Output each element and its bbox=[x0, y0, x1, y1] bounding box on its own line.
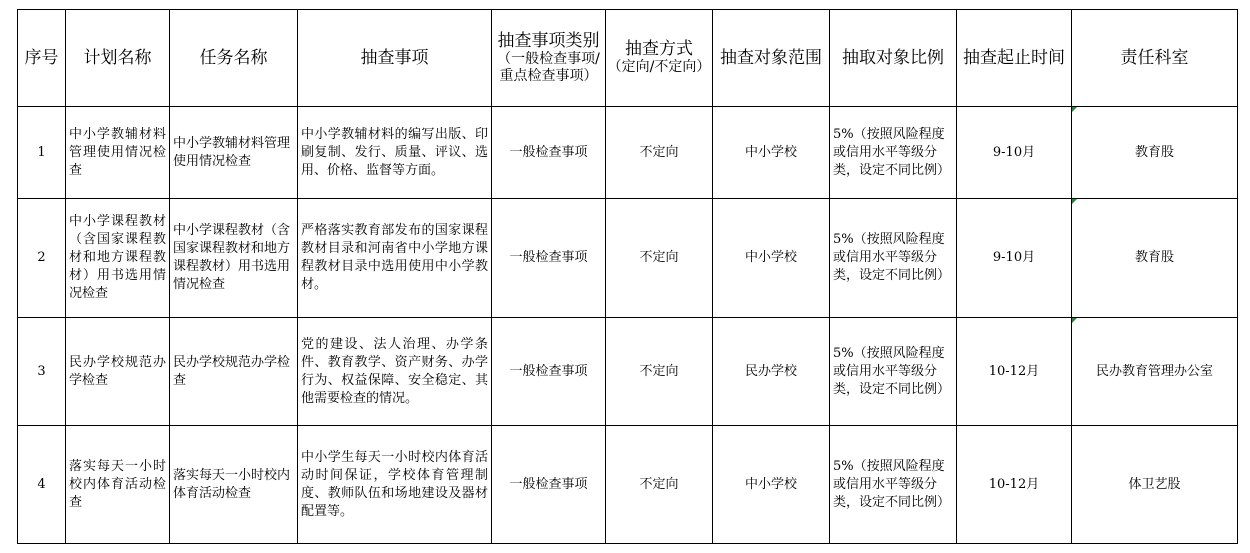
cell-scope: 中小学校 bbox=[713, 426, 830, 544]
cell-dept: 民办教育管理办公室 bbox=[1072, 318, 1238, 426]
cell-period: 10-12月 bbox=[957, 426, 1072, 544]
header-row bbox=[18, 10, 1238, 107]
cell-plan: 中小学教辅材料管理使用情况检查 bbox=[66, 107, 170, 199]
cell-period: 10-12月 bbox=[957, 318, 1072, 426]
cell-method: 不定向 bbox=[606, 318, 713, 426]
cell-method: 不定向 bbox=[606, 199, 713, 318]
cell-dept: 教育股 bbox=[1072, 107, 1238, 199]
header-method: 抽查方式 （定向/不定向） bbox=[606, 10, 713, 107]
cell-plan: 中小学课程教材（含国家课程教材和地方课程教材）用书选用情况检查 bbox=[66, 199, 170, 318]
cell-plan: 民办学校规范办学检查 bbox=[66, 318, 170, 426]
cell-item: 党的建设、法人治理、办学条件、教育教学、资产财务、办学行为、权益保障、安全稳定、其他需要检查的情况。 bbox=[298, 318, 492, 426]
cell-period: 9-10月 bbox=[957, 107, 1072, 199]
cell-category: 一般检查事项 bbox=[492, 426, 606, 544]
header-category-sub: （一般检查事项/重点检查事项） bbox=[497, 50, 600, 84]
cell-no: 4 bbox=[18, 426, 66, 544]
cell-ratio: 5%（按照风险程度或信用水平等级分类，设定不同比例） bbox=[830, 199, 957, 318]
header-plan: 计划名称 bbox=[66, 10, 170, 107]
cell-scope: 中小学校 bbox=[713, 199, 830, 318]
cell-no: 2 bbox=[18, 199, 66, 318]
cell-task: 中小学课程教材（含国家课程教材和地方课程教材）用书选用情况检查 bbox=[170, 199, 298, 318]
cell-scope: 中小学校 bbox=[713, 107, 830, 199]
table-row bbox=[18, 107, 1238, 199]
cell-no: 1 bbox=[18, 107, 66, 199]
cell-ratio: 5%（按照风险程度或信用水平等级分类，设定不同比例） bbox=[830, 426, 957, 544]
cell-dept: 教育股 bbox=[1072, 199, 1238, 318]
cell-task: 中小学教辅材料管理使用情况检查 bbox=[170, 107, 298, 199]
header-dept: 责任科室 bbox=[1072, 10, 1238, 107]
table-row bbox=[18, 199, 1238, 318]
header-task: 任务名称 bbox=[170, 10, 298, 107]
header-no: 序号 bbox=[18, 10, 66, 107]
cell-category: 一般检查事项 bbox=[492, 199, 606, 318]
cell-method: 不定向 bbox=[606, 107, 713, 199]
cell-scope: 民办学校 bbox=[713, 318, 830, 426]
cell-item: 严格落实教育部发布的国家课程教材目录和河南省中小学地方课程教材目录中选用使用中小学教材。 bbox=[298, 199, 492, 318]
cell-ratio: 5%（按照风险程度或信用水平等级分类，设定不同比例） bbox=[830, 107, 957, 199]
cell-item: 中小学教辅材料的编写出版、印刷复制、发行、质量、评议、选用、价格、监督等方面。 bbox=[298, 107, 492, 199]
inspection-plan-table bbox=[17, 9, 1238, 544]
table-row bbox=[18, 318, 1238, 426]
cell-method: 不定向 bbox=[606, 426, 713, 544]
cell-plan: 落实每天一小时校内体育活动检查 bbox=[66, 426, 170, 544]
cell-period: 9-10月 bbox=[957, 199, 1072, 318]
cell-ratio: 5%（按照风险程度或信用水平等级分类，设定不同比例） bbox=[830, 318, 957, 426]
header-period: 抽查起止时间 bbox=[957, 10, 1072, 107]
cell-category: 一般检查事项 bbox=[492, 318, 606, 426]
header-scope: 抽查对象范围 bbox=[713, 10, 830, 107]
header-ratio: 抽取对象比例 bbox=[830, 10, 957, 107]
cell-item: 中小学生每天一小时校内体育活动时间保证，学校体育管理制度、教师队伍和场地建设及器材配置等。 bbox=[298, 426, 492, 544]
cell-task: 民办学校规范办学检查 bbox=[170, 318, 298, 426]
header-item: 抽查事项 bbox=[298, 10, 492, 107]
table-row bbox=[18, 426, 1238, 544]
header-method-sub: （定向/不定向） bbox=[607, 59, 711, 75]
cell-dept: 体卫艺股 bbox=[1072, 426, 1238, 544]
cell-task: 落实每天一小时校内体育活动检查 bbox=[170, 426, 298, 544]
header-category: 抽查事项类别 （一般检查事项/重点检查事项） bbox=[492, 10, 606, 107]
cell-no: 3 bbox=[18, 318, 66, 426]
cell-category: 一般检查事项 bbox=[492, 107, 606, 199]
